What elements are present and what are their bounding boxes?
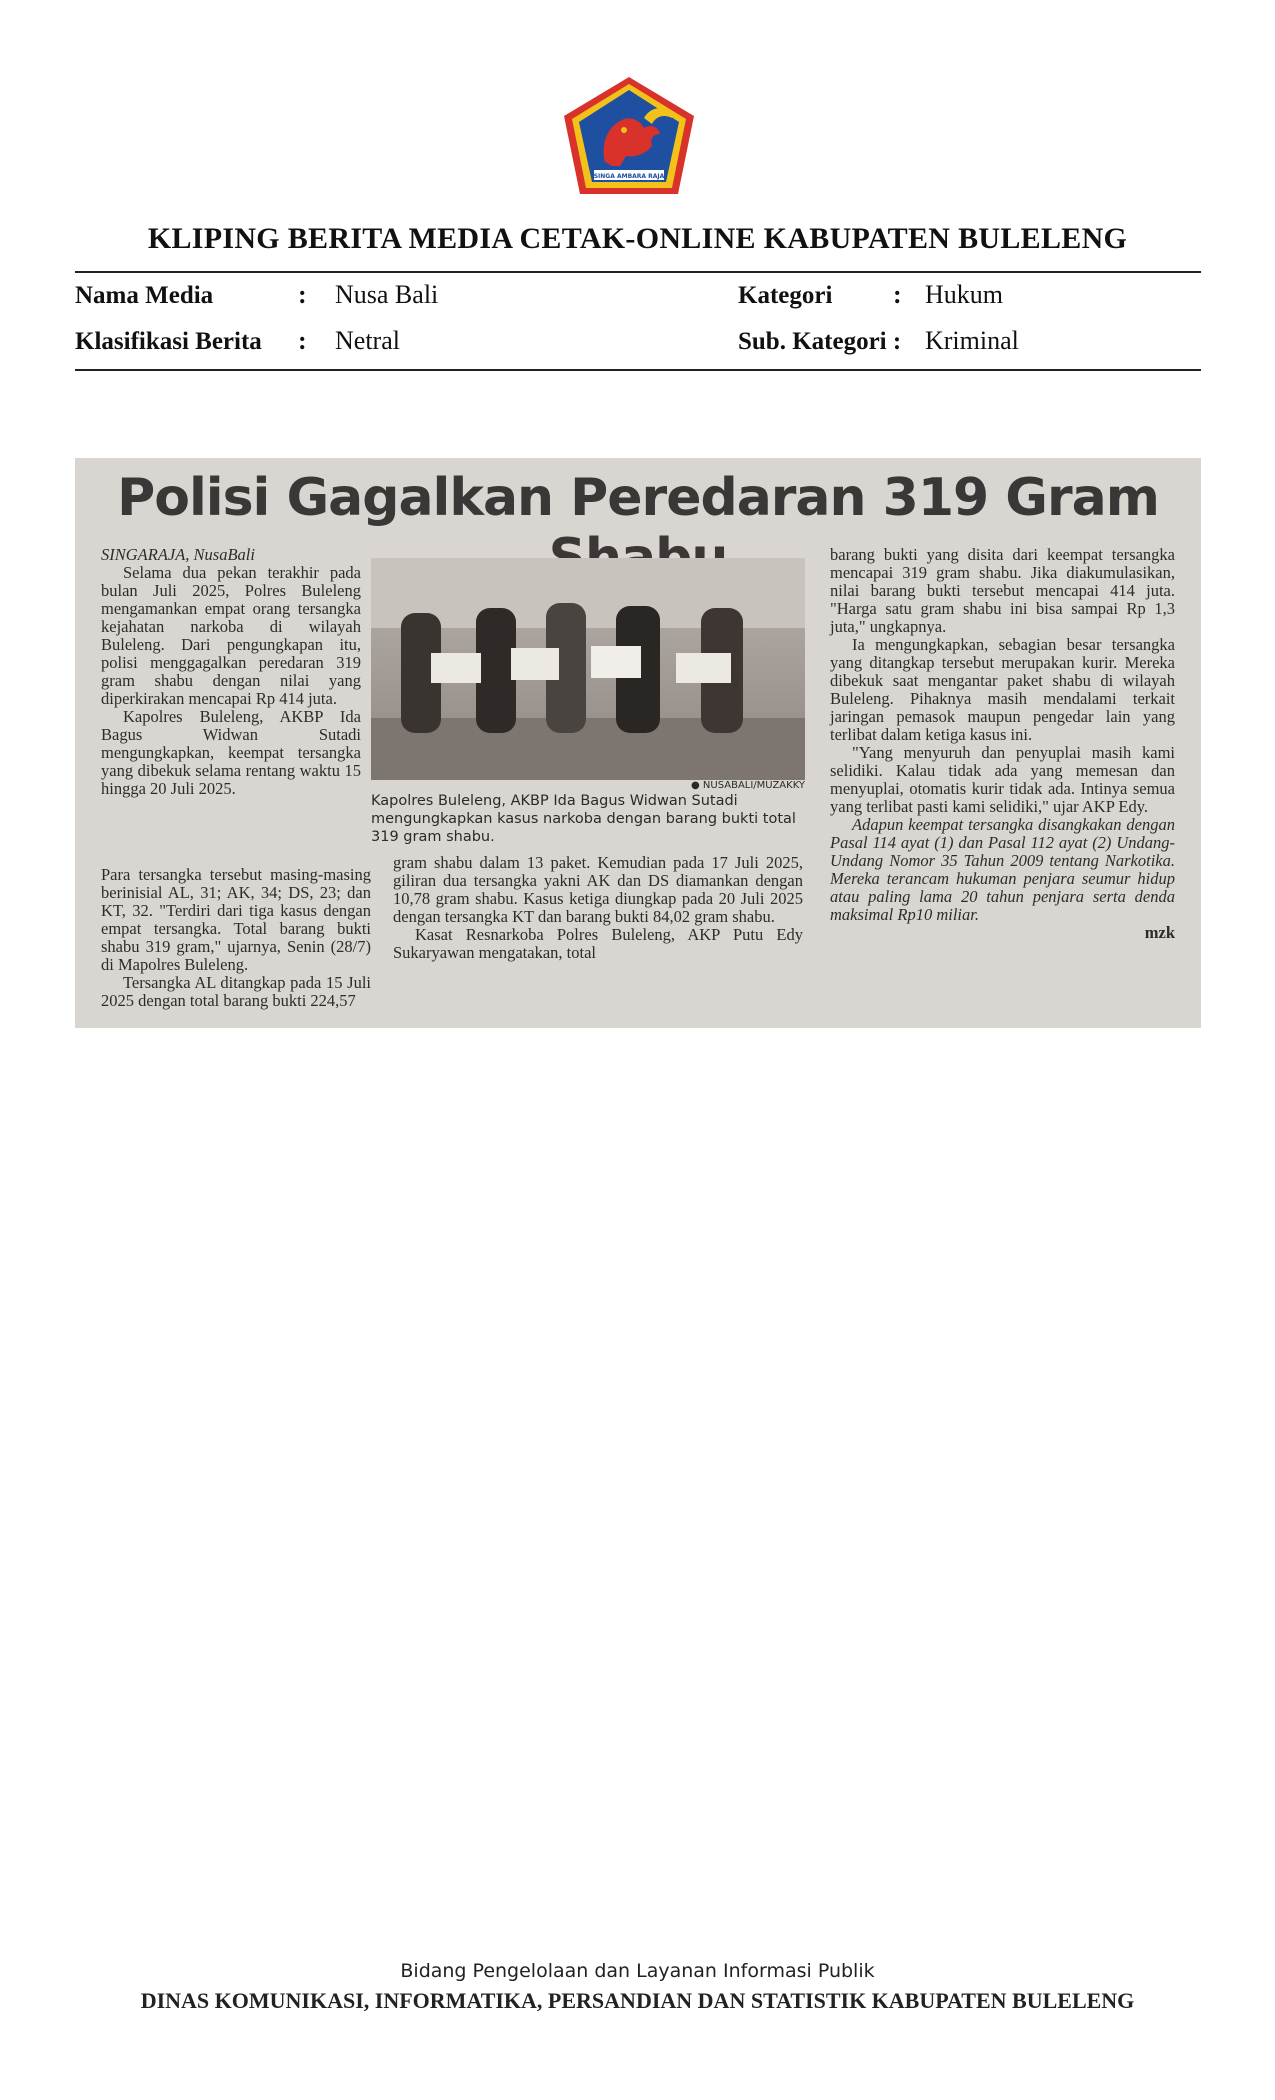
- article-dateline: SINGARAJA, NusaBali: [101, 545, 255, 564]
- klasifikasi-value: Netral: [335, 326, 400, 355]
- sub-kategori-label: Sub. Kategori :: [738, 328, 902, 355]
- nama-media-label: Nama Media: [75, 282, 214, 309]
- klasifikasi-colon: :: [298, 326, 307, 355]
- photo-credit: ● NUSABALI/MUZAKKY: [691, 780, 805, 791]
- klasifikasi-label: Klasifikasi Berita: [75, 328, 262, 355]
- footer-agency: DINAS KOMUNIKASI, INFORMATIKA, PERSANDIAN DAN STATISTIK KABUPATEN BULELENG: [140, 1988, 1135, 2013]
- nama-media-colon: :: [298, 280, 307, 309]
- article-column-1-continued: [101, 866, 371, 1010]
- kategori-label: Kategori: [738, 282, 833, 309]
- newspaper-clipping: [75, 458, 1201, 1028]
- article-column-1: [101, 546, 361, 798]
- header-bottom-divider: [75, 369, 1201, 371]
- footer-division: Bidang Pengelolaan dan Layanan Informasi Publik: [400, 1960, 875, 1982]
- article-photo: [371, 558, 805, 780]
- article-signoff: mzk: [1144, 923, 1175, 942]
- article-paragraph: "Yang menyuruh dan penyuplai masih kami selidiki. Kalau tidak ada yang memesan dan menyuplai, otomatis kurir tidak ada. Intinya semua yang terlibat pasti kami selidiki," ujar AKP Edy.: [830, 743, 1175, 816]
- kategori-colon: :: [893, 280, 902, 309]
- sub-kategori-value: Kriminal: [925, 326, 1019, 355]
- article-paragraph: gram shabu dalam 13 paket. Kemudian pada 17 Juli 2025, giliran dua tersangka yakni AK dan DS diamankan dengan 10,78 gram shabu. Kasus ketiga diungkap pada 20 Juli 2025 dengan tersangka KT dan barang bukti 84,02 gram shabu.: [393, 853, 803, 926]
- article-paragraph: Ia mengungkapkan, sebagian besar tersangka yang ditangkap tersebut merupakan kurir. Mereka dibekuk saat mengantar paket shabu di wilayah Buleleng. Pihaknya masih mendalami terkait jaringan pemasok maupun pengedar lain yang terlibat dalam ketiga kasus ini.: [830, 635, 1175, 744]
- photo-caption-block: [371, 780, 805, 846]
- nama-media-value: Nusa Bali: [335, 280, 439, 309]
- article-paragraph: Para tersangka tersebut masing-masing berinisial AL, 31; AK, 34; DS, 23; dan KT, 32. "Terdiri dari tiga kasus dengan empat tersangka. Total barang bukti shabu 319 gram," ujarnya, Senin (28/7) di Mapolres Buleleng.: [101, 865, 371, 974]
- kategori-value: Hukum: [925, 280, 1003, 309]
- page-title: KLIPING BERITA MEDIA CETAK-ONLINE KABUPATEN BULELENG: [147, 222, 1128, 255]
- article-column-2: [393, 854, 803, 962]
- article-column-3: [830, 546, 1175, 942]
- article-paragraph: Selama dua pekan terakhir pada bulan Juli 2025, Polres Buleleng mengamankan empat orang tersangka kejahatan narkoba di wilayah Buleleng. Dari pengungkapan itu, polisi menggagalkan peredaran 319 gram shabu dengan nilai yang diperkirakan mencapai Rp 414 juta.: [101, 563, 361, 708]
- logo-motto-text: SINGA AMBARA RAJA: [593, 173, 665, 180]
- header-top-divider: [75, 271, 1201, 273]
- article-paragraph: Kapolres Buleleng, AKBP Ida Bagus Widwan Sutadi mengungkapkan, keempat tersangka yang dibekuk selama rentang waktu 15 hingga 20 Juli 2025.: [101, 707, 361, 798]
- article-paragraph: barang bukti yang disita dari keempat tersangka mencapai 319 gram shabu. Jika diakumulasikan, nilai barang bukti tersebut mencapai 414 juta. "Harga satu gram shabu ini bisa sampai Rp 1,3 juta," ungkapnya.: [830, 545, 1175, 636]
- article-paragraph: Kasat Resnarkoba Polres Buleleng, AKP Putu Edy Sukaryawan mengatakan, total: [393, 925, 803, 962]
- buleleng-emblem-logo: [560, 74, 698, 198]
- article-headline: Polisi Gagalkan Peredaran 319 Gram: [117, 468, 1159, 528]
- photo-caption: Kapolres Buleleng, AKBP Ida Bagus Widwan Sutadi mengungkapkan kasus narkoba dengan barang bukti total 319 gram shabu.: [371, 793, 796, 845]
- article-paragraph: Adapun keempat tersangka disangkakan dengan Pasal 114 ayat (1) dan Pasal 112 ayat (2) Undang-Undang Nomor 35 Tahun 2009 tentang Narkotika. Mereka terancam hukuman penjara seumur hidup atau paling lama 20 tahun penjara serta denda maksimal Rp10 miliar.: [830, 815, 1175, 924]
- article-paragraph: Tersangka AL ditangkap pada 15 Juli 2025 dengan total barang bukti 224,57: [101, 973, 371, 1010]
